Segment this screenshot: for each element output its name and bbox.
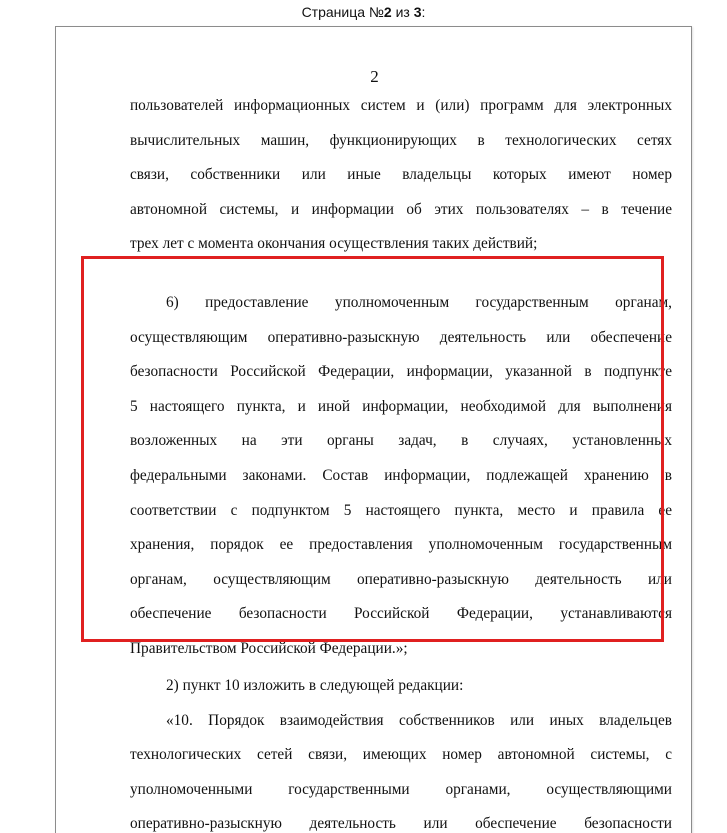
text-line: автономной системы, и информации об этих пользователях – в течение [130, 200, 672, 218]
text-line: соответствии с подпунктом 5 настоящего пункта, место и правила ее [130, 501, 672, 519]
text-line: уполномоченными государственными органами, осуществляющими [130, 780, 672, 798]
text-line: пользователей информационных систем и (или) программ для электронных [130, 97, 672, 114]
page-number: 2 [370, 67, 379, 86]
text-line: вычислительных машин, функционирующих в технологических сетях [130, 131, 672, 149]
text-line: обеспечение безопасности Российской Федерации, устанавливаются [130, 605, 672, 623]
text-line: органам, осуществляющим оперативно-разыскную деятельность или [130, 570, 672, 588]
paragraph-continuation [130, 89, 672, 262]
text-line: безопасности Российской Федерации, информации, указанной в подпункте [130, 363, 672, 381]
text-line: хранения, порядок ее предоставления уполномоченным государственным [130, 536, 672, 554]
document-page[interactable] [55, 26, 692, 833]
text-line: 6) предоставление уполномоченным государственным органам, [166, 294, 672, 311]
text-line: Правительством Российской Федерации.»; [130, 639, 408, 657]
text-line: 2) пункт 10 изложить в следующей редакции: [166, 677, 464, 694]
text-line: технологических сетей связи, имеющих номер автономной системы, с [130, 746, 672, 764]
page-indicator [0, 0, 727, 26]
page-indicator-of: из [391, 4, 414, 20]
text-line: осуществляющим оперативно-разыскную деятельность или обеспечение [130, 328, 672, 346]
text-line: связи, собственники или иные владельцы которых имеют номер [130, 166, 672, 184]
page-indicator-suffix: : [421, 4, 426, 20]
text-line: оперативно-разыскную деятельность или обеспечение безопасности [130, 815, 672, 833]
text-line: федеральными законами. Состав информации, подлежащей хранению в [130, 466, 672, 484]
text-line: «10. Порядок взаимодействия собственников или иных владельцев [166, 711, 672, 729]
paragraph-item-6 [130, 286, 672, 667]
page-indicator-label: Страница № [301, 4, 384, 20]
current-page-number: 2 [383, 4, 392, 20]
text-line: 5 настоящего пункта, и иной информации, необходимой для выполнения [130, 397, 672, 415]
text-line: трех лет с момента окончания осуществления таких действий; [130, 235, 538, 253]
total-pages-number: 3 [413, 4, 422, 20]
text-line: возложенных на эти органы задач, в случаях, установленных [130, 432, 672, 450]
paragraph-item-2 [130, 669, 672, 833]
